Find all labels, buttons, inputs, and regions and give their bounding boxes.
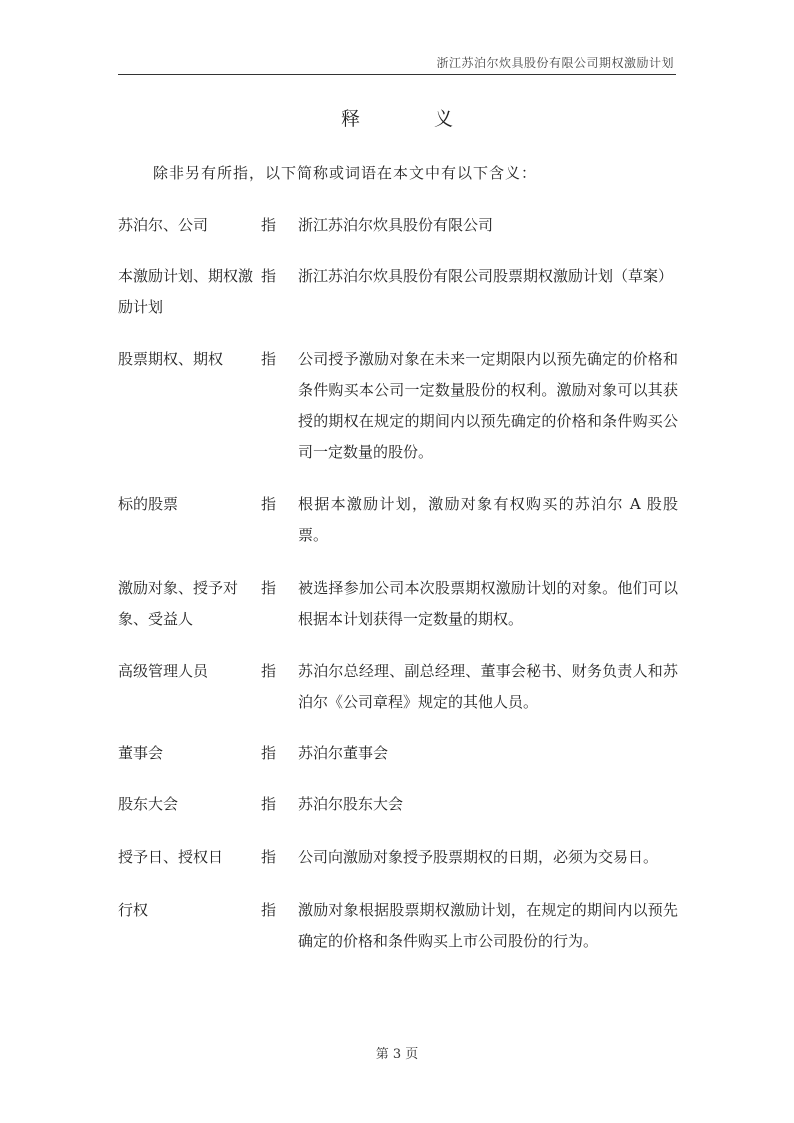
definition-term: 激励对象、授予对象、受益人 <box>118 579 239 628</box>
definition-marker: 指 <box>261 744 277 762</box>
definition-term: 股东大会 <box>118 795 179 813</box>
definition-term: 苏泊尔、公司 <box>118 216 209 234</box>
definition-desc: 浙江苏泊尔炊具股份有限公司股票期权激励计划（草案） <box>298 267 674 285</box>
definition-desc: 公司向激励对象授予股票期权的日期，必须为交易日。 <box>298 848 659 866</box>
definition-marker: 指 <box>261 848 277 866</box>
definition-desc: 苏泊尔董事会 <box>298 744 389 762</box>
definition-marker: 指 <box>261 216 277 234</box>
definition-desc: 浙江苏泊尔炊具股份有限公司 <box>298 216 494 234</box>
definition-marker: 指 <box>261 795 277 813</box>
definition-term: 高级管理人员 <box>118 662 209 680</box>
section-title: 释 义 <box>340 108 488 130</box>
page-header <box>118 52 676 75</box>
definition-marker: 指 <box>261 267 277 285</box>
definition-term: 本激励计划、期权激励计划 <box>118 267 254 316</box>
definition-term: 标的股票 <box>118 495 179 513</box>
header-title: 浙江苏泊尔炊具股份有限公司期权激励计划 <box>436 56 674 70</box>
definition-marker: 指 <box>261 579 277 597</box>
definition-desc: 被选择参加公司本次股票期权激励计划的对象。他们可以根据本计划获得一定数量的期权。 <box>298 579 678 628</box>
definition-term: 董事会 <box>118 744 164 762</box>
definition-desc: 苏泊尔股东大会 <box>298 795 404 813</box>
definition-marker: 指 <box>261 901 277 919</box>
definition-desc: 苏泊尔总经理、副总经理、董事会秘书、财务负责人和苏泊尔《公司章程》规定的其他人员。 <box>298 662 678 711</box>
intro-text: 除非另有所指，以下简称或词语在本文中有以下含义： <box>153 164 538 182</box>
definition-marker: 指 <box>261 350 277 368</box>
definition-desc: 公司授予激励对象在未来一定期限内以预先确定的价格和条件购买本公司一定数量股份的权利。激励对象可以其获授的期权在规定的期间内以预先确定的价格和条件购买公司一定数量的股份。 <box>298 350 678 461</box>
definition-desc: 根据本激励计划，激励对象有权购买的苏泊尔 A 股股票。 <box>298 495 678 544</box>
definition-term: 行权 <box>118 901 149 919</box>
definition-marker: 指 <box>261 662 277 680</box>
page-number: 第 3 页 <box>375 1047 419 1062</box>
definition-desc: 激励对象根据股票期权激励计划，在规定的期间内以预先确定的价格和条件购买上市公司股份的行为。 <box>298 901 678 950</box>
definition-term: 授予日、授权日 <box>118 848 224 866</box>
definition-term: 股票期权、期权 <box>118 350 224 368</box>
definition-marker: 指 <box>261 495 277 513</box>
